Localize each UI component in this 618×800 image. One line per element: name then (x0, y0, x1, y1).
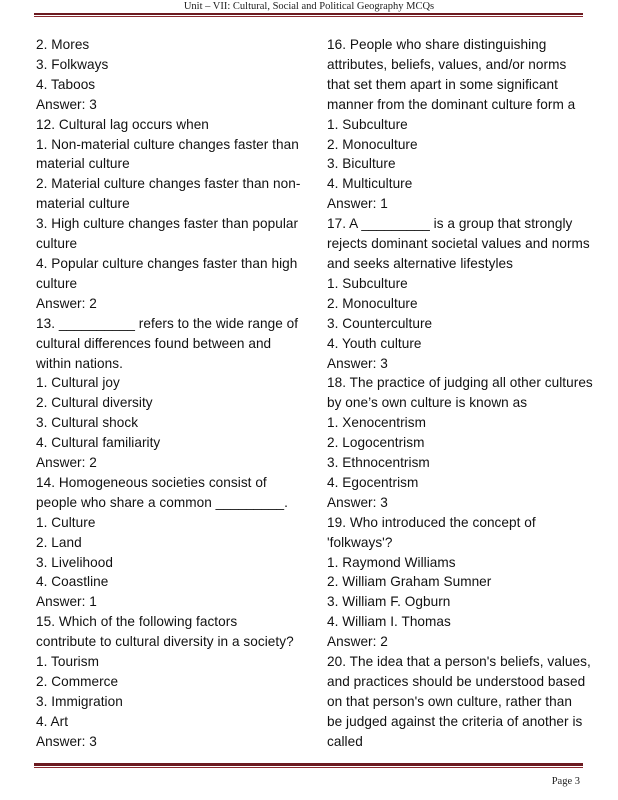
left-column (36, 35, 300, 752)
text-line: manner from the dominant culture form a (327, 96, 576, 112)
text-line: Answer: 2 (36, 455, 97, 471)
text-line: culture (36, 275, 78, 291)
text-line: 4. Popular culture changes faster than high (36, 255, 298, 271)
text-line: 4. Art (36, 713, 69, 729)
text-line: 3. William F. Ogburn (327, 594, 451, 610)
text-line: 2. Cultural diversity (36, 395, 153, 411)
header-rule-thick (34, 13, 583, 15)
text-line: 2. Monoculture (327, 136, 418, 152)
text-line: 12. Cultural lag occurs when (36, 116, 209, 132)
footer-rule-thin (34, 767, 583, 768)
text-line: material culture (36, 156, 130, 172)
text-line: within nations. (36, 355, 123, 371)
text-line: 4. Youth culture (327, 335, 422, 351)
text-line: 1. Raymond Williams (327, 554, 456, 570)
text-line: 16. People who share distinguishing (327, 37, 547, 52)
text-line: 2. Monoculture (327, 295, 418, 311)
text-line: 1. Subculture (327, 275, 408, 291)
text-line: 17. A _________ is a group that strongly (327, 216, 573, 232)
text-line: 1. Culture (36, 514, 96, 530)
text-line: 3. Folkways (36, 56, 109, 72)
text-line: 3. Biculture (327, 156, 396, 172)
text-line: and practices should be understood based (327, 674, 586, 689)
text-line: 3. Cultural shock (36, 415, 139, 431)
text-line: on that person's own culture, rather than (327, 693, 572, 709)
text-line: Answer: 1 (327, 196, 388, 212)
text-line: 15. Which of the following factors (36, 614, 238, 630)
page-number: Page 3 (551, 776, 580, 787)
text-line: 1. Non-material culture changes faster than (36, 136, 299, 152)
text-line: 'folkways'? (327, 534, 393, 550)
text-line: 1. Cultural joy (36, 375, 120, 391)
text-line: 1. Subculture (327, 116, 408, 132)
text-line: 20. The idea that a person's beliefs, values, (327, 654, 591, 670)
header-rule-thin (34, 16, 583, 17)
text-line: Answer: 3 (327, 494, 388, 510)
text-line: attributes, beliefs, values, and/or norms (327, 56, 567, 72)
text-line: 4. Cultural familiarity (36, 435, 161, 451)
text-line: 2. Land (36, 534, 82, 550)
right-column (327, 35, 591, 752)
text-line: Answer: 1 (36, 594, 97, 610)
text-line: culture (36, 236, 78, 252)
text-line: 1. Xenocentrism (327, 415, 426, 431)
text-line: material culture (36, 196, 130, 212)
text-line: Answer: 3 (36, 96, 97, 112)
text-line: 3. Livelihood (36, 554, 113, 570)
text-line: 1. Tourism (36, 654, 99, 670)
text-line: 2. William Graham Sumner (327, 574, 492, 590)
text-line: 2. Mores (36, 37, 90, 52)
text-line: 4. William I. Thomas (327, 614, 451, 630)
text-line: people who share a common _________. (36, 494, 288, 510)
text-line: Answer: 3 (327, 355, 388, 371)
text-line: Answer: 2 (36, 295, 97, 311)
text-line: 13. __________ refers to the wide range of (36, 315, 299, 331)
text-line: contribute to cultural diversity in a society? (36, 634, 294, 650)
text-line: Answer: 2 (327, 634, 388, 650)
text-line: 2. Material culture changes faster than non- (36, 176, 301, 192)
text-line: 14. Homogeneous societies consist of (36, 474, 267, 490)
text-line: Answer: 3 (36, 733, 97, 749)
text-line: 18. The practice of judging all other cultures (327, 375, 593, 391)
text-line: 2. Commerce (36, 674, 119, 689)
text-line: 4. Egocentrism (327, 474, 419, 490)
text-line: 4. Multiculture (327, 176, 413, 192)
text-line: 3. Ethnocentrism (327, 455, 430, 471)
text-line: rejects dominant societal values and norms (327, 236, 590, 252)
text-line: and seeks alternative lifestyles (327, 255, 513, 271)
text-line: 19. Who introduced the concept of (327, 514, 536, 530)
text-line: 3. Immigration (36, 693, 123, 709)
text-line: called (327, 733, 363, 749)
text-line: 4. Coastline (36, 574, 109, 590)
text-line: 3. High culture changes faster than popular (36, 216, 299, 232)
text-line: by one’s own culture is known as (327, 395, 528, 411)
text-line: 4. Taboos (36, 76, 96, 92)
text-line: be judged against the criteria of another is (327, 713, 583, 729)
footer-rule-thick (34, 763, 583, 766)
text-line: 3. Counterculture (327, 315, 433, 331)
page-header: Unit – VII: Cultural, Social and Political Geography MCQs (183, 1, 435, 12)
text-line: 2. Logocentrism (327, 435, 425, 451)
text-line: cultural differences found between and (36, 335, 272, 351)
text-line: that set them apart in some significant (327, 76, 558, 92)
